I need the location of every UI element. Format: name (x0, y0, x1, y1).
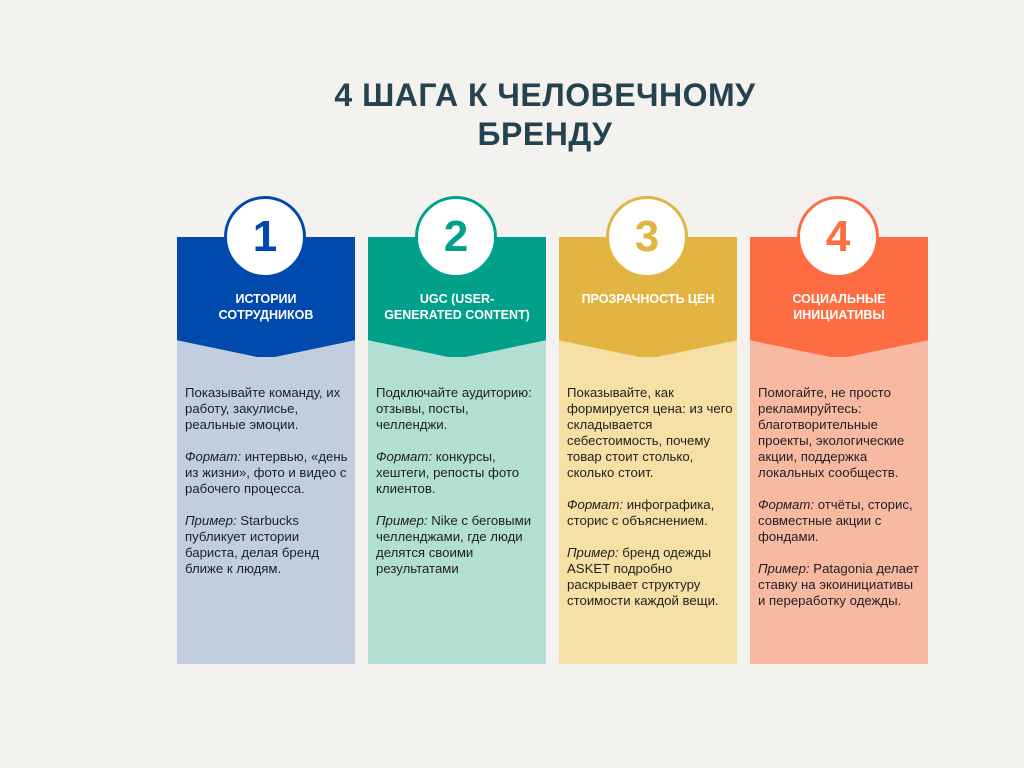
step-title (758, 291, 920, 323)
example-text: Patagonia делает ставку на экоинициативы и переработку одежды. (758, 561, 919, 608)
step-title-line-2: СОТРУДНИКОВ (218, 308, 314, 322)
example-label: Пример: (185, 513, 237, 528)
step-title (567, 291, 729, 307)
step-card-4 (750, 212, 928, 664)
step-title-line-1: UGC (USER- (419, 292, 495, 306)
step-card-3 (559, 212, 737, 664)
example-text: Starbucks публикует истории бариста, делая бренд ближе к людям. (185, 513, 320, 576)
step-format (376, 449, 542, 497)
step-description: Подключайте аудиторию: отзывы, посты, челленджи. (376, 385, 532, 432)
step-example (567, 545, 733, 609)
example-label: Пример: (567, 545, 619, 560)
step-example (758, 561, 924, 609)
format-label: Формат: (567, 497, 624, 512)
step-text (376, 385, 542, 593)
example-label: Пример: (758, 561, 810, 576)
step-description: Показывайте команду, их работу, закулисье, реальные эмоции. (185, 385, 341, 432)
format-text: отчёты, сторис, совместные акции с фондами. (758, 497, 913, 544)
step-title (376, 291, 538, 323)
example-text: Nike с беговыми челленджами, где люди делятся своими результатами (376, 513, 532, 576)
step-card-1 (177, 212, 355, 664)
page-title-line-1: 4 ШАГА К ЧЕЛОВЕЧНОМУ (334, 77, 756, 113)
step-text (758, 385, 924, 625)
step-title-line-2: GENERATED CONTENT) (384, 308, 530, 322)
step-text (567, 385, 733, 625)
format-text: конкурсы, хештеги, репосты фото клиентов. (376, 449, 520, 496)
step-title-line-1: ИСТОРИИ (235, 292, 297, 306)
step-title-line-2: ИНИЦИАТИВЫ (793, 308, 885, 322)
format-label: Формат: (376, 449, 433, 464)
page-title-line-2: БРЕНДУ (477, 116, 613, 152)
step-format (185, 449, 351, 497)
example-label: Пример: (376, 513, 428, 528)
step-example (376, 513, 542, 577)
step-number-badge: 1 (224, 196, 306, 278)
example-text: бренд одежды ASKET подробно раскрывает структуру стоимости каждой вещи. (567, 545, 719, 608)
step-number-badge: 2 (415, 196, 497, 278)
step-example (185, 513, 351, 577)
format-label: Формат: (758, 497, 815, 512)
step-card-2 (368, 212, 546, 664)
step-text (185, 385, 351, 593)
step-title (185, 291, 347, 323)
step-number-badge: 3 (606, 196, 688, 278)
format-text: инфографика, сторис с объяснением. (567, 497, 715, 528)
step-title-line-1: ПРОЗРАЧНОСТЬ ЦЕН (581, 292, 715, 306)
step-number-badge: 4 (797, 196, 879, 278)
step-title-line-1: СОЦИАЛЬНЫЕ (792, 292, 886, 306)
format-text: интервью, «день из жизни», фото и видео с рабочего процесса. (185, 449, 348, 496)
page-title (240, 76, 850, 154)
step-description: Показывайте, как формируется цена: из чего складывается себестоимость, почему товар стоит столько, сколько стоит. (567, 385, 733, 480)
step-format (758, 497, 924, 545)
step-description: Помогайте, не просто рекламируйтесь: благотворительные проекты, экологические акции, поддержка локальных сообществ. (758, 385, 905, 480)
format-label: Формат: (185, 449, 242, 464)
step-format (567, 497, 733, 529)
